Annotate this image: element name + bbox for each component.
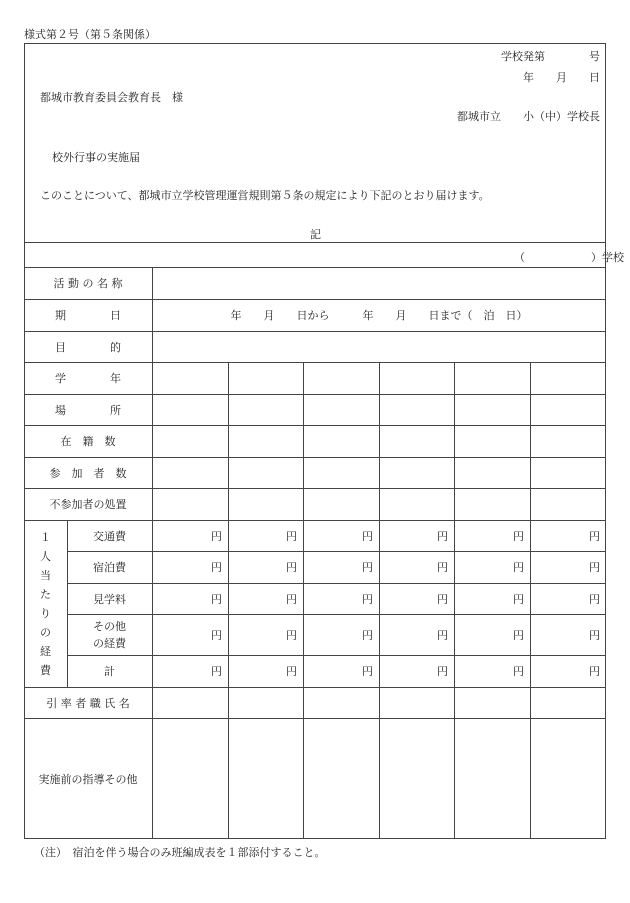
yen-cell: 円 xyxy=(286,628,297,642)
yen-cell: 円 xyxy=(437,665,448,678)
cost-other: その他の経費 xyxy=(93,619,126,650)
yen-cell: 円 xyxy=(362,561,373,574)
yen-cell: 円 xyxy=(362,592,373,606)
yen-cell: 円 xyxy=(211,628,222,642)
yen-cell: 円 xyxy=(513,529,524,543)
yen-cell: 円 xyxy=(362,628,373,642)
row-non-participants: 不参加者の処置 xyxy=(49,498,127,511)
doc-number: 学校発第 号 xyxy=(501,50,600,63)
yen-cell: 円 xyxy=(513,561,524,574)
sender: 都城市立 小（中）学校長 xyxy=(457,110,600,123)
body-text: このことについて、都城市立学校管理運営規則第５条の規定により下記のとおり届けます。 xyxy=(40,189,490,202)
yen-cell: 円 xyxy=(286,592,297,606)
yen-cell: 円 xyxy=(437,628,448,642)
cost-group-label: １人当たりの経費 xyxy=(40,530,51,677)
row-activity-name: 活 動 の 名 称 xyxy=(53,277,123,290)
form-label: 様式第２号（第５条関係） xyxy=(24,28,156,41)
yen-cell: 円 xyxy=(513,665,524,678)
yen-cell: 円 xyxy=(211,592,222,606)
period-value: 年 月 日から 年 月 日まで（ 泊 日） xyxy=(230,309,528,322)
row-leader: 引 率 者 職 氏 名 xyxy=(46,696,130,710)
yen-cell: 円 xyxy=(513,628,524,642)
row-guidance: 実施前の指導その他 xyxy=(38,772,138,786)
yen-cell: 円 xyxy=(362,665,373,678)
date-line: 年 月 日 xyxy=(523,71,600,84)
yen-cell: 円 xyxy=(211,561,222,574)
school-name-field: （ ）学校 xyxy=(514,251,624,264)
yen-cell: 円 xyxy=(589,529,600,543)
yen-cell: 円 xyxy=(513,592,524,606)
cost-transport: 交通費 xyxy=(93,529,126,543)
row-participants: 参 加 者 数 xyxy=(49,466,127,480)
recipient: 都城市教育委員会教育長 様 xyxy=(40,91,183,104)
row-place: 場 所 xyxy=(55,403,121,417)
row-period: 期 日 xyxy=(55,309,121,322)
yen-cell: 円 xyxy=(589,561,600,574)
yen-cell: 円 xyxy=(437,561,448,574)
yen-cell: 円 xyxy=(437,592,448,606)
yen-cell: 円 xyxy=(589,592,600,606)
row-enrolled: 在 籍 数 xyxy=(60,435,116,448)
yen-cell: 円 xyxy=(437,529,448,543)
cost-lodging: 宿泊費 xyxy=(93,561,126,574)
subject: 校外行事の実施届 xyxy=(52,151,140,164)
yen-cell: 円 xyxy=(286,561,297,574)
yen-cell: 円 xyxy=(286,529,297,543)
cost-total: 計 xyxy=(104,665,115,678)
ki-label: 記 xyxy=(310,228,321,241)
yen-cell: 円 xyxy=(589,665,600,678)
yen-cell: 円 xyxy=(589,628,600,642)
cost-admission: 見学料 xyxy=(93,592,126,606)
footnote: （注） 宿泊を伴う場合のみ班編成表を１部添付すること。 xyxy=(34,846,326,859)
yen-cell: 円 xyxy=(211,665,222,678)
yen-cell: 円 xyxy=(362,529,373,543)
row-purpose: 目 的 xyxy=(55,340,121,354)
yen-cell: 円 xyxy=(286,665,297,678)
yen-cell: 円 xyxy=(211,529,222,543)
row-grade: 学 年 xyxy=(55,372,121,385)
